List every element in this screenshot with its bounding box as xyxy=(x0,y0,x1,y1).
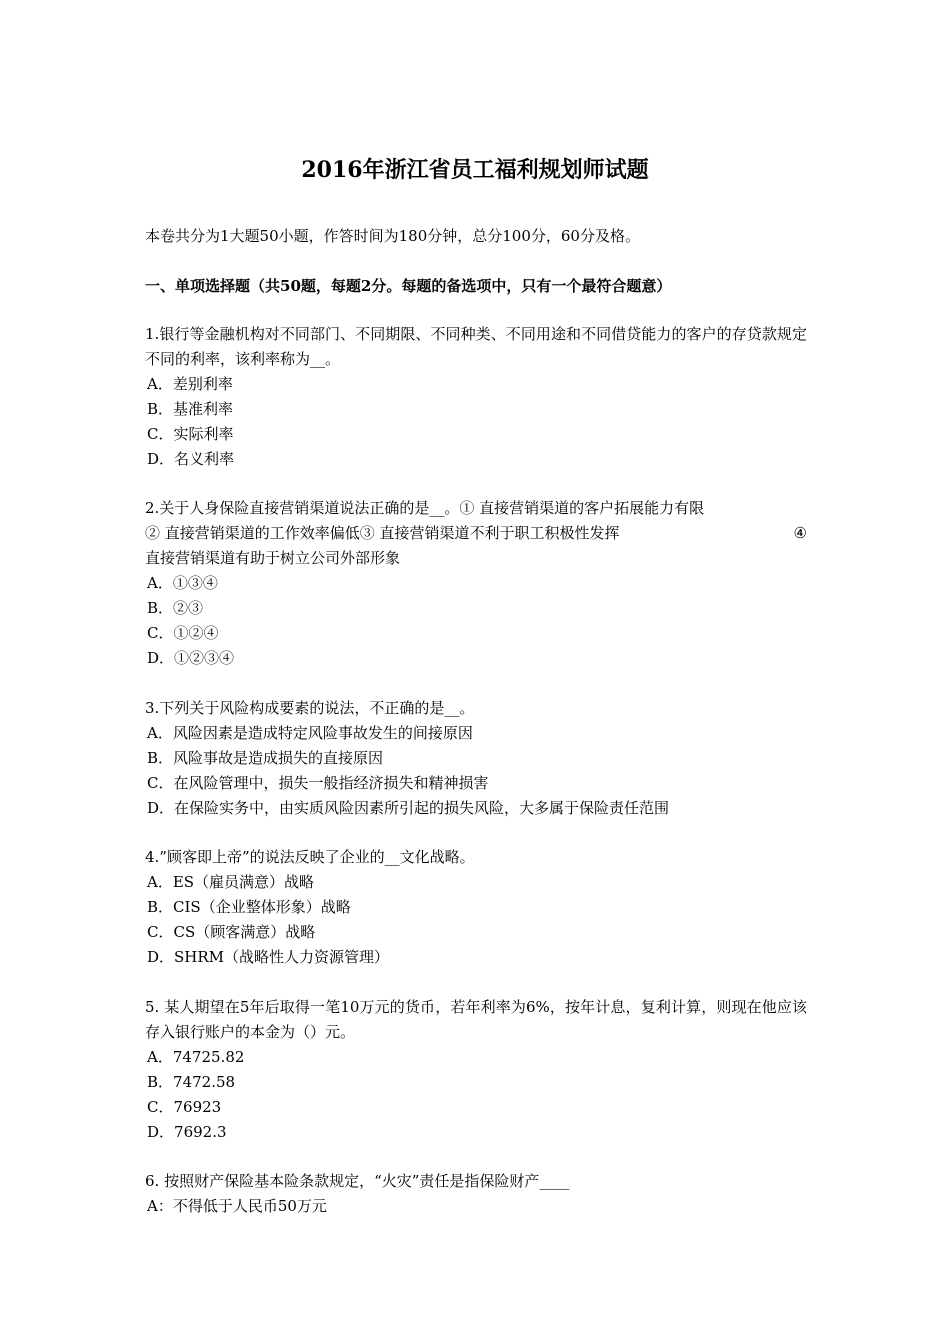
option-c: C．在风险管理中，损失一般指经济损失和精神损害 xyxy=(147,774,489,792)
option-a: A．风险因素是造成特定风险事故发生的间接原因 xyxy=(147,724,473,742)
option-c: C．CS（顾客满意）战略 xyxy=(147,923,316,941)
question-stem: 4.”顾客即上帝”的说法反映了企业的__文化战略。 xyxy=(145,848,475,866)
option-a: A．74725.82 xyxy=(147,1048,245,1066)
option-a: A．ES（雇员满意）战略 xyxy=(147,873,315,891)
option-b: B．②③ xyxy=(147,599,204,617)
stem-segment: ④ xyxy=(793,524,807,542)
option-c: C．实际利率 xyxy=(147,425,234,443)
option-b: B．CIS（企业整体形象）战略 xyxy=(147,898,351,916)
stem-segment: ② 直接营销渠道的工作效率偏低③ 直接营销渠道不利于职工积极性发挥 xyxy=(145,524,620,542)
document-title: 2016年浙江省员工福利规划师试题 xyxy=(301,157,649,183)
question-6 xyxy=(145,1169,807,1219)
option-d: D．7692.3 xyxy=(147,1123,227,1141)
question-stem: 6. 按照财产保险基本险条款规定，“火灾”责任是指保险财产____ xyxy=(145,1172,570,1190)
question-stem: 5. 某人期望在5年后取得一笔10万元的货币，若年利率为6%，按年计息，复利计算，则现在他应该存入银行账户的本金为（）元。 xyxy=(145,998,807,1041)
option-b: B．7472.58 xyxy=(147,1073,236,1091)
question-stem: 1.银行等金融机构对不同部门、不同期限、不同种类、不同用途和不同借贷能力的客户的存贷款规定不同的利率，该利率称为__。 xyxy=(145,325,807,368)
question-2 xyxy=(145,496,807,671)
option-d: D．在保险实务中，由实质风险因素所引起的损失风险，大多属于保险责任范围 xyxy=(147,799,670,817)
question-stem-line: 2.关于人身保险直接营销渠道说法正确的是__。① 直接营销渠道的客户拓展能力有限 xyxy=(145,499,705,517)
option-a: A．①③④ xyxy=(147,574,218,592)
question-stem-line: 直接营销渠道有助于树立公司外部形象 xyxy=(145,549,401,567)
option-c: C．76923 xyxy=(147,1098,222,1116)
exam-intro: 本卷共分为1大题50小题，作答时间为180分钟，总分100分，60分及格。 xyxy=(145,227,640,245)
question-1 xyxy=(145,322,807,472)
question-5 xyxy=(145,995,807,1145)
option-d: D．SHRM（战略性人力资源管理） xyxy=(147,948,390,966)
option-d: D．名义利率 xyxy=(147,450,235,468)
option-d: D．①②③④ xyxy=(147,649,235,667)
question-4 xyxy=(145,845,807,970)
question-3 xyxy=(145,696,807,821)
option-a: A．差别利率 xyxy=(147,375,233,393)
question-stem: 3.下列关于风险构成要素的说法，不正确的是__。 xyxy=(145,699,475,717)
option-c: C．①②④ xyxy=(147,624,219,642)
section-heading: 一、单项选择题（共50题，每题2分。每题的备选项中，只有一个最符合题意） xyxy=(145,277,672,295)
option-a: A：不得低于人民币50万元 xyxy=(147,1197,327,1215)
option-b: B．风险事故是造成损失的直接原因 xyxy=(147,749,384,767)
option-b: B．基准利率 xyxy=(147,400,234,418)
question-stem-line xyxy=(145,521,807,546)
